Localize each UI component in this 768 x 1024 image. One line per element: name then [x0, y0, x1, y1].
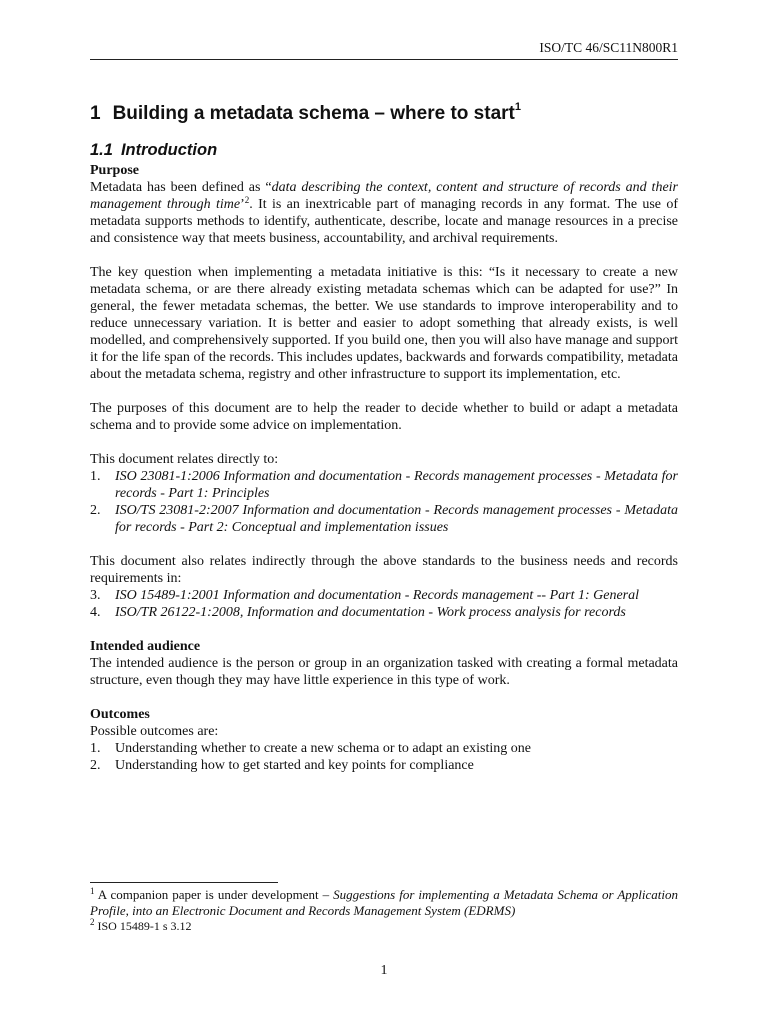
outcomes-list [90, 740, 678, 774]
list-number: 2. [90, 758, 101, 773]
list-item [90, 740, 678, 757]
footnote-mark: 2 [90, 917, 95, 927]
p1-quote-end: ’ [240, 197, 245, 212]
outcome-text: Understanding whether to create a new schema or to adapt an existing one [115, 741, 531, 756]
footnote-text: A companion paper is under development – [94, 887, 334, 902]
indirect-relations-intro: This document also relates indirectly through the above standards to the business needs and records requirements in: [90, 554, 678, 586]
purpose-paragraph-1 [90, 179, 678, 247]
metadata-definition-quote: data describing the context, content and structure of records and their management through time [90, 180, 678, 212]
list-number: 3. [90, 588, 101, 603]
running-header [90, 40, 678, 60]
direct-relations-intro: This document relates directly to: [90, 452, 279, 467]
section-title: Building a metadata schema – where to start [112, 103, 515, 124]
list-item [90, 587, 678, 604]
footnote-text: ISO 15489-1 s 3.12 [94, 919, 192, 933]
list-item [90, 502, 678, 536]
footnote-1 [90, 887, 678, 919]
subsection-heading [90, 140, 678, 160]
p1-rest: . It is an inextricable part of managing records in any format. The use of metadata supports methods to identify, authenticate, describe, locate and manage resources in a precise and consistence way that meets business, accountability, and archival requirements. [90, 197, 678, 246]
subsection-title: Introduction [120, 141, 218, 159]
list-item [90, 757, 678, 774]
page-content [90, 102, 678, 774]
document-id: ISO/TC 46/SC11N800R1 [539, 40, 678, 55]
list-number: 2. [90, 503, 101, 518]
indirect-reference-list [90, 587, 678, 621]
list-number: 1. [90, 469, 101, 484]
page-number: 1 [380, 963, 388, 978]
footnote-mark: 1 [90, 886, 95, 896]
footnotes [90, 882, 678, 933]
outcomes-heading: Outcomes [90, 707, 150, 722]
list-number: 1. [90, 741, 101, 756]
footnote-ref-2[interactable]: 2 [244, 195, 250, 205]
purpose-paragraph-3: The purposes of this document are to help the reader to decide whether to build or adapt a metadata schema and to provide some advice on implementation. [90, 401, 678, 433]
list-number: 4. [90, 605, 101, 620]
purpose-paragraph-2: The key question when implementing a metadata initiative is this: “Is it necessary to create a new metadata schema, or are there already existing metadata schemas which can be adapted for use?” In general, the fewer metadata schemas, the better. We use standards to improve interoperability and to reduce unnecessary variation. It is better and easier to adopt something that already exists, is well modelled, and comprehensively supported. If you build one, then you will also have manage and support it for the life span of the records. This includes updates, backwards and forwards compatibility, metadata about the metadata schema, registry and other infrastructure to support its implementation, etc. [90, 265, 678, 382]
p1-start: Metadata has been defined as “ [90, 180, 272, 195]
standard-reference: ISO/TR 26122-1:2008, Information and documentation - Work process analysis for records [115, 605, 626, 620]
section-heading [90, 102, 678, 126]
standard-reference: ISO 15489-1:2001 Information and documentation - Records management -- Part 1: General [115, 588, 640, 603]
direct-reference-list [90, 468, 678, 536]
subsection-number: 1.1 [90, 141, 113, 159]
standard-reference: ISO/TS 23081-2:2007 Information and documentation - Records management processes - Metadata for records - Part 2: Conceptual and implementation issues [115, 503, 678, 535]
purpose-heading: Purpose [90, 163, 139, 178]
section-number: 1 [90, 103, 101, 124]
outcomes-intro: Possible outcomes are: [90, 724, 219, 739]
footnote-divider [90, 882, 278, 883]
list-item [90, 468, 678, 502]
list-item [90, 604, 678, 621]
footnote-ref-1[interactable]: 1 [514, 101, 521, 113]
companion-paper-title: Suggestions for implementing a Metadata Schema or Application Profile, into an Electronic Document and Records Management System (EDRMS) [90, 887, 678, 918]
audience-paragraph: The intended audience is the person or group in an organization tasked with creating a formal metadata structure, even though they may have little experience in this type of work. [90, 656, 678, 688]
footnote-2 [90, 919, 678, 933]
outcome-text: Understanding how to get started and key points for compliance [115, 758, 474, 773]
standard-reference: ISO 23081-1:2006 Information and documentation - Records management processes - Metadata for records - Part 1: Principles [115, 469, 678, 501]
audience-heading: Intended audience [90, 639, 201, 654]
